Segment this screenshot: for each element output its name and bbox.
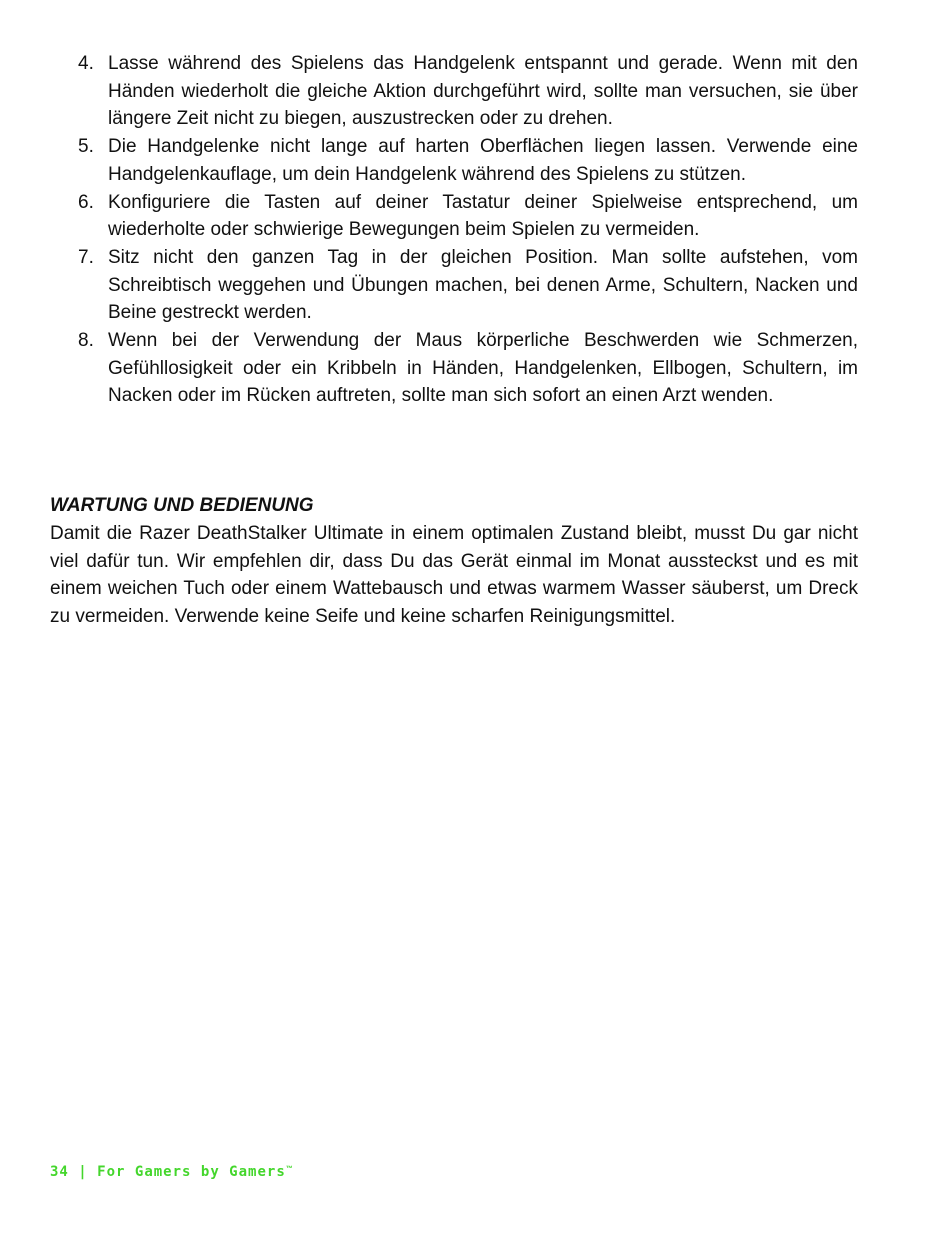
list-item [76, 189, 858, 244]
maintenance-section [50, 492, 858, 631]
list-item-text: Die Handgelenke nicht lange auf harten Oberflächen liegen lassen. Verwende eine Handgelenkauflage, um dein Handgelenk während des Spielens zu stützen. [108, 136, 858, 185]
list-item-number: 4. [78, 53, 94, 74]
list-item-text: Lasse während des Spielens das Handgelenk entspannt und gerade. Wenn mit den Händen wiederholt die gleiche Aktion durchgeführt wird, sollte man versuchen, sie über längere Zeit nicht zu biegen, auszustrecken oder zu drehen. [108, 53, 858, 130]
list-item-number: 6. [78, 191, 94, 213]
list-item-number: 7. [78, 246, 94, 268]
list-item [76, 327, 858, 410]
page-number: 34 [50, 1164, 69, 1180]
list-item-number: 5. [78, 136, 94, 158]
list-item-text: Wenn bei der Verwendung der Maus körperliche Beschwerden wie Schmerzen, Gefühllosigkeit oder ein Kribbeln in Händen, Handgelenken, Ellbogen, Schultern, im Nacken oder im Rücken auftreten, sollte man sich sofort an einen Arzt wenden. [108, 330, 858, 407]
list-item-number: 8. [78, 330, 94, 352]
list-item-text: Sitz nicht den ganzen Tag in der gleichen Position. Man sollte aufstehen, vom Schreibtisch weggehen und Übungen machen, bei denen Arme, Schultern, Nacken und Beine gestreckt werden. [108, 246, 858, 324]
section-heading: WARTUNG UND BEDIENUNG [50, 495, 314, 516]
list-item [76, 244, 858, 327]
trademark-symbol: ™ [285, 1165, 293, 1173]
safety-list [76, 50, 858, 410]
list-item [76, 133, 858, 188]
list-item-text: Konfiguriere die Tasten auf deiner Tastatur deiner Spielweise entsprechend, um wiederholte oder schwierige Bewegungen beim Spielen zu vermeiden. [108, 191, 858, 241]
footer-separator: | [78, 1164, 88, 1180]
footer-tagline: For Gamers by Gamers [97, 1164, 286, 1180]
list-item [76, 50, 858, 133]
section-paragraph: Damit die Razer DeathStalker Ultimate in einem optimalen Zustand bleibt, musst Du gar nicht viel dafür tun. Wir empfehlen dir, dass Du das Gerät einmal im Monat aussteckst und es mit einem weichen Tuch oder einem Wattebausch und etwas warmem Wasser säuberst, um Dreck zu vermeiden. Verwende keine Seife und keine scharfen Reinigungsmittel. [50, 523, 858, 628]
page-footer [50, 1164, 293, 1180]
